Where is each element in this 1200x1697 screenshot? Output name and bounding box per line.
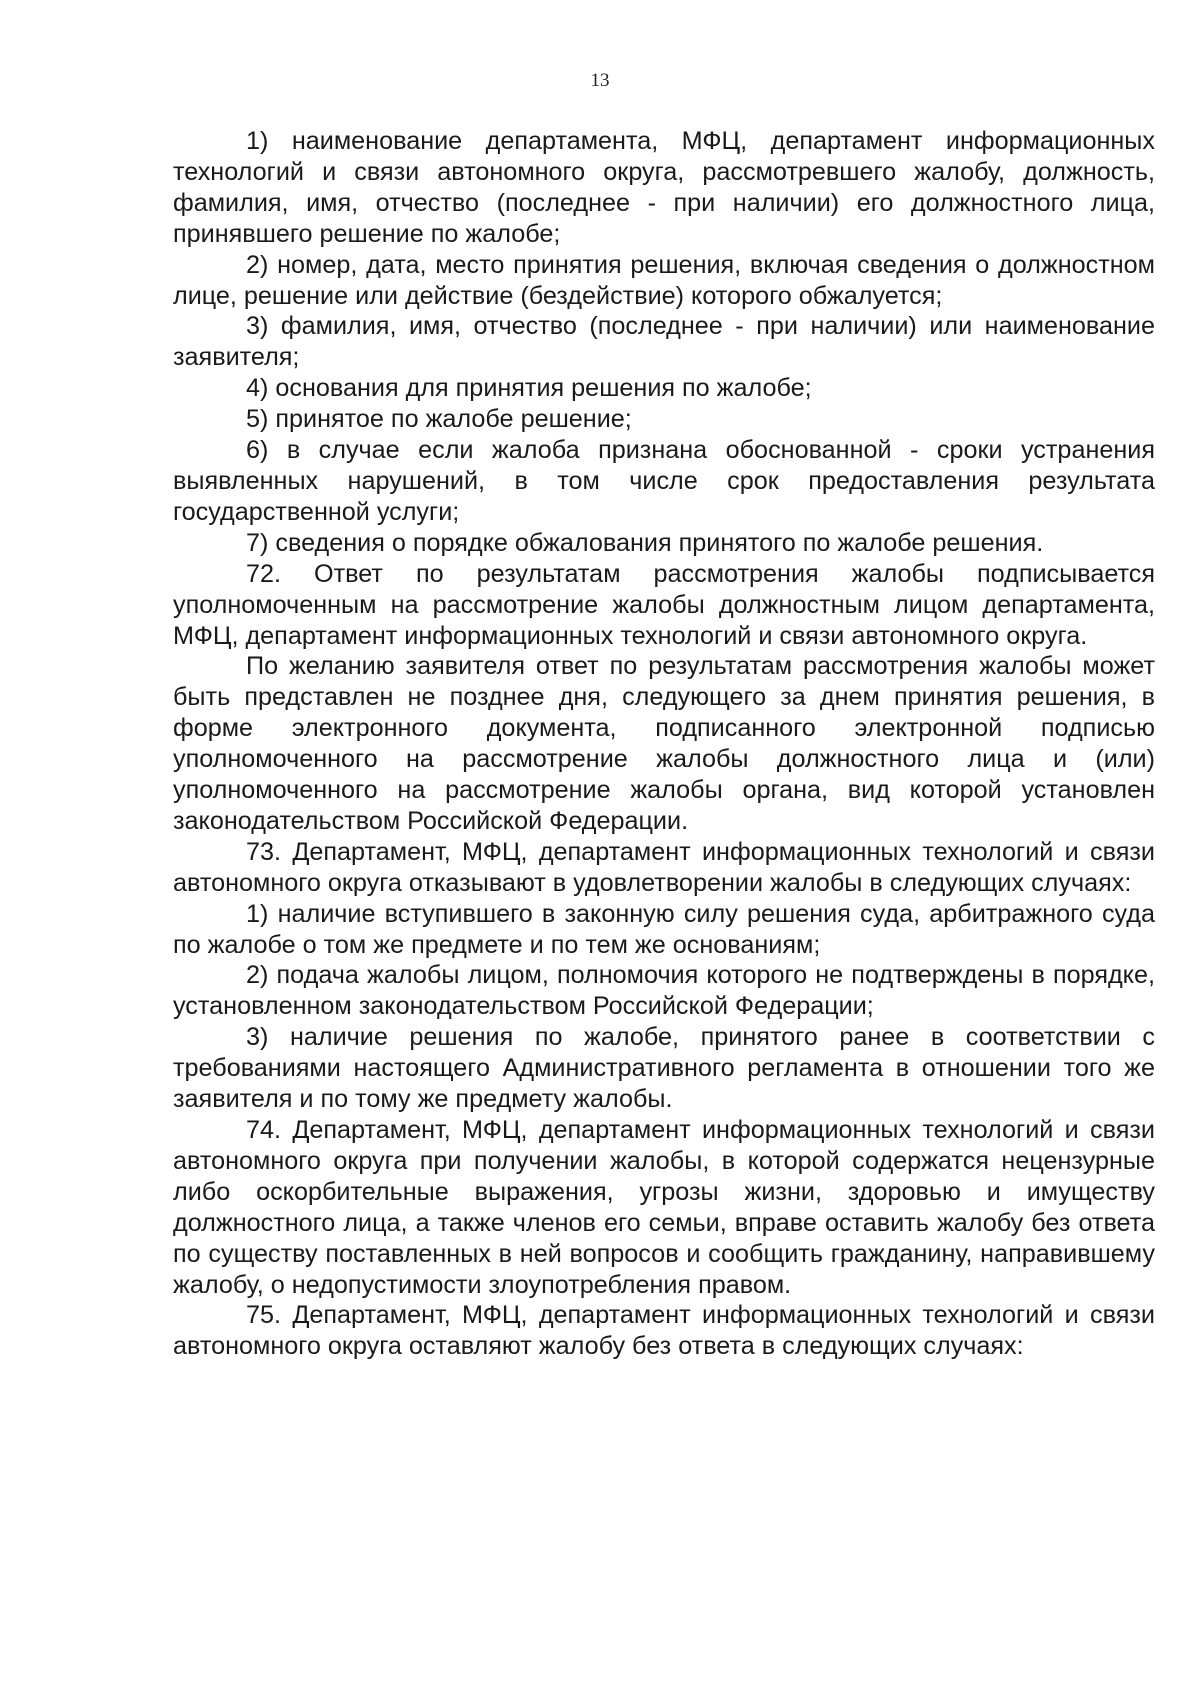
paragraph-73: 73. Департамент, МФЦ, департамент информационных технологий и связи автономного округа отказывают в удовлетворении жалобы в следующих случаях: [173, 837, 1155, 897]
paragraph-73-item-3: 3) наличие решения по жалобе, принятого ранее в соответствии с требованиями настоящего Административного регламента в отношении того же заявителя и по тому же предмету жалобы. [173, 1023, 1155, 1114]
document-body [173, 126, 1155, 1362]
paragraph-73-item-1: 1) наличие вступившего в законную силу решения суда, арбитражного суда по жалобе о том же предмете и по тем же основаниям; [173, 899, 1155, 959]
paragraph-item-7: 7) сведения о порядке обжалования принятого по жалобе решения. [246, 528, 1044, 557]
paragraph-item-3: 3) фамилия, имя, отчество (последнее - при наличии) или наименование заявителя; [173, 312, 1155, 372]
paragraph-item-5: 5) принятое по жалобе решение; [246, 405, 632, 434]
paragraph-75: 75. Департамент, МФЦ, департамент информационных технологий и связи автономного округа оставляют жалобу без ответа в следующих случаях: [173, 1301, 1155, 1361]
paragraph-item-1: 1) наименование департамента, МФЦ, департамент информационных технологий и связи автономного округа, рассмотревшего жалобу, должность, фамилия, имя, отчество (последнее - при наличии) его должностного лица, принявшего решение по жалобе; [173, 127, 1155, 248]
paragraph-73-item-2: 2) подача жалобы лицом, полномочия которого не подтверждены в порядке, установленном законодательством Российской Федерации; [173, 961, 1155, 1021]
paragraph-72-electronic-answer: По желанию заявителя ответ по результатам рассмотрения жалобы может быть представлен не позднее дня, следующего за днем принятия решения, в форме электронного документа, подписанного электронной подписью уполномоченного на рассмотрение жалобы должностного лица и (или) уполномоченного на рассмотрение жалобы органа, вид которой установлен законодательством Российской Федерации. [173, 652, 1155, 835]
paragraph-item-4: 4) основания для принятия решения по жалобе; [246, 374, 812, 403]
paragraph-item-2: 2) номер, дата, место принятия решения, включая сведения о должностном лице, решение или действие (бездействие) которого обжалуется; [173, 250, 1155, 310]
paragraph-item-6: 6) в случае если жалоба признана обоснованной - сроки устранения выявленных нарушений, в том числе срок предоставления результата государственной услуги; [173, 436, 1155, 526]
paragraph-72: 72. Ответ по результатам рассмотрения жалобы подписывается уполномоченным на рассмотрение жалобы должностным лицом департамента, МФЦ, департамент информационных технологий и связи автономного округа. [173, 559, 1155, 650]
page-number: 13 [590, 70, 610, 91]
paragraph-74: 74. Департамент, МФЦ, департамент информационных технологий и связи автономного округа при получении жалобы, в которой содержатся нецензурные либо оскорбительные выражения, угрозы жизни, здоровью и имуществу должностного лица, а также членов его семьи, вправе оставить жалобу без ответа по существу поставленных в ней вопросов и сообщить гражданину, направившему жалобу, о недопустимости злоупотребления правом. [173, 1116, 1155, 1299]
